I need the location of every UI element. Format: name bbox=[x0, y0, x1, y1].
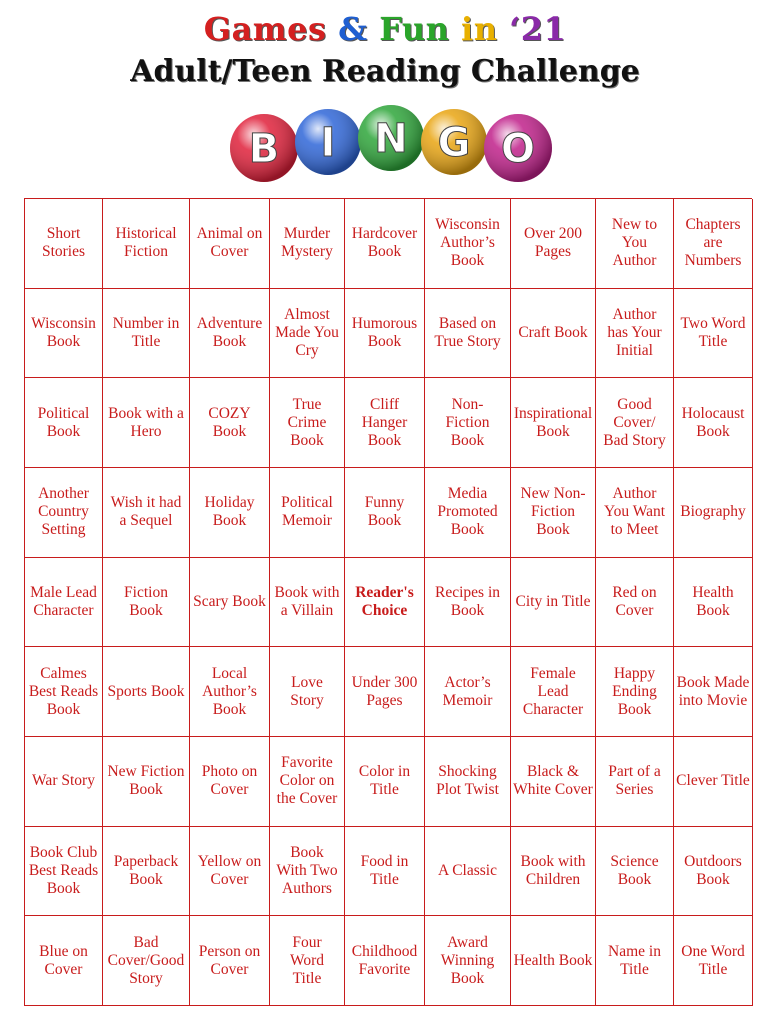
bingo-cell: Good Cover/ Bad Story bbox=[596, 378, 674, 468]
bingo-letter: B bbox=[248, 126, 280, 172]
bingo-cell: Political Book bbox=[25, 378, 103, 468]
bingo-cell: Political Memoir bbox=[270, 468, 345, 558]
bingo-cell: War Story bbox=[25, 737, 103, 827]
bingo-cell: City in Title bbox=[511, 558, 596, 648]
bingo-letter: I bbox=[320, 120, 336, 166]
bingo-cell: Another Country Setting bbox=[25, 468, 103, 558]
bingo-cell: Female Lead Character bbox=[511, 647, 596, 737]
bingo-cell: Over 200 Pages bbox=[511, 199, 596, 289]
bingo-cell: Holocaust Book bbox=[674, 378, 753, 468]
bingo-cell: Inspirational Book bbox=[511, 378, 596, 468]
bingo-letter: O bbox=[500, 126, 536, 172]
bingo-cell: Short Stories bbox=[25, 199, 103, 289]
bingo-letter: G bbox=[437, 120, 471, 166]
bingo-cell: Craft Book bbox=[511, 289, 596, 379]
bingo-cell: A Classic bbox=[425, 827, 511, 917]
bingo-cell: New Fiction Book bbox=[103, 737, 190, 827]
bingo-cell: Book With Two Authors bbox=[270, 827, 345, 917]
bingo-cell: Local Author’s Book bbox=[190, 647, 270, 737]
bingo-cell: Calmes Best Reads Book bbox=[25, 647, 103, 737]
bingo-cell: Humorous Book bbox=[345, 289, 425, 379]
bingo-cell: Sports Book bbox=[103, 647, 190, 737]
bingo-cell: Almost Made You Cry bbox=[270, 289, 345, 379]
bingo-ball-g bbox=[421, 109, 487, 175]
subtitle: Adult/Teen Reading Challenge bbox=[130, 54, 640, 89]
bingo-cell: Hardcover Book bbox=[345, 199, 425, 289]
bingo-cell: Name in Title bbox=[596, 916, 674, 1006]
bingo-cell: Red on Cover bbox=[596, 558, 674, 648]
bingo-cell: Wish it had a Sequel bbox=[103, 468, 190, 558]
bingo-cell: Favorite Color on the Cover bbox=[270, 737, 345, 827]
bingo-cell: New to You Author bbox=[596, 199, 674, 289]
bingo-cell: Paperback Book bbox=[103, 827, 190, 917]
bingo-cell: Science Book bbox=[596, 827, 674, 917]
bingo-cell: Animal on Cover bbox=[190, 199, 270, 289]
bingo-cell: Yellow on Cover bbox=[190, 827, 270, 917]
bingo-ball-b bbox=[230, 114, 298, 182]
bingo-cell: Book with a Hero bbox=[103, 378, 190, 468]
bingo-cell: Childhood Favorite bbox=[345, 916, 425, 1006]
bingo-cell: Health Book bbox=[511, 916, 596, 1006]
bingo-cell: Two Word Title bbox=[674, 289, 753, 379]
bingo-cell: Book Club Best Reads Book bbox=[25, 827, 103, 917]
bingo-letter: N bbox=[374, 116, 408, 162]
bingo-cell: Wisconsin Book bbox=[25, 289, 103, 379]
bingo-cell: Book with a Villain bbox=[270, 558, 345, 648]
bingo-cell: COZY Book bbox=[190, 378, 270, 468]
free-space-cell: Reader's Choice bbox=[345, 558, 425, 648]
bingo-cell: Biography bbox=[674, 468, 753, 558]
bingo-cell: Love Story bbox=[270, 647, 345, 737]
bingo-cell: Adventure Book bbox=[190, 289, 270, 379]
bingo-cell: Recipes in Book bbox=[425, 558, 511, 648]
bingo-cell: Photo on Cover bbox=[190, 737, 270, 827]
bingo-cell: Cliff Hanger Book bbox=[345, 378, 425, 468]
bingo-cell: Media Promoted Book bbox=[425, 468, 511, 558]
bingo-cell: New Non- Fiction Book bbox=[511, 468, 596, 558]
bingo-ball-i bbox=[295, 109, 361, 175]
bingo-cell: Author You Want to Meet bbox=[596, 468, 674, 558]
bingo-cell: Clever Title bbox=[674, 737, 753, 827]
bingo-cell: Book with Children bbox=[511, 827, 596, 917]
bingo-cell: Funny Book bbox=[345, 468, 425, 558]
bingo-cell: Part of a Series bbox=[596, 737, 674, 827]
bingo-cell: Bad Cover/Good Story bbox=[103, 916, 190, 1006]
bingo-cell: Person on Cover bbox=[190, 916, 270, 1006]
bingo-cell: Based on True Story bbox=[425, 289, 511, 379]
bingo-cell: Scary Book bbox=[190, 558, 270, 648]
title-part-and: & bbox=[326, 10, 380, 48]
bingo-cell: Chapters are Numbers bbox=[674, 199, 753, 289]
bingo-cell: Fiction Book bbox=[103, 558, 190, 648]
bingo-cell: Under 300 Pages bbox=[345, 647, 425, 737]
main-title bbox=[0, 10, 770, 48]
bingo-cell: Murder Mystery bbox=[270, 199, 345, 289]
bingo-board bbox=[24, 198, 752, 1006]
bingo-cell: One Word Title bbox=[674, 916, 753, 1006]
bingo-cell: Book Made into Movie bbox=[674, 647, 753, 737]
bingo-cell: Health Book bbox=[674, 558, 753, 648]
title-part-year: ‘21 bbox=[509, 10, 567, 48]
bingo-cell: Male Lead Character bbox=[25, 558, 103, 648]
bingo-cell: Color in Title bbox=[345, 737, 425, 827]
bingo-cell: Non- Fiction Book bbox=[425, 378, 511, 468]
bingo-cell: Outdoors Book bbox=[674, 827, 753, 917]
bingo-cell: Wisconsin Author’s Book bbox=[425, 199, 511, 289]
title-part-games: Games bbox=[203, 10, 327, 48]
title-part-fun: Fun bbox=[379, 10, 450, 48]
title-part-in: in bbox=[449, 10, 510, 48]
bingo-cell: Author has Your Initial bbox=[596, 289, 674, 379]
bingo-cell: Actor’s Memoir bbox=[425, 647, 511, 737]
bingo-cell: Historical Fiction bbox=[103, 199, 190, 289]
bingo-cell: Black & White Cover bbox=[511, 737, 596, 827]
bingo-cell: Happy Ending Book bbox=[596, 647, 674, 737]
bingo-ball-o bbox=[484, 114, 552, 182]
bingo-cell: Award Winning Book bbox=[425, 916, 511, 1006]
bingo-cell: Blue on Cover bbox=[25, 916, 103, 1006]
bingo-cell: Number in Title bbox=[103, 289, 190, 379]
bingo-cell: Four Word Title bbox=[270, 916, 345, 1006]
bingo-cell: True Crime Book bbox=[270, 378, 345, 468]
bingo-cell: Holiday Book bbox=[190, 468, 270, 558]
bingo-ball-n bbox=[358, 105, 424, 171]
bingo-cell: Shocking Plot Twist bbox=[425, 737, 511, 827]
bingo-cell: Food in Title bbox=[345, 827, 425, 917]
bingo-logo bbox=[226, 98, 556, 190]
